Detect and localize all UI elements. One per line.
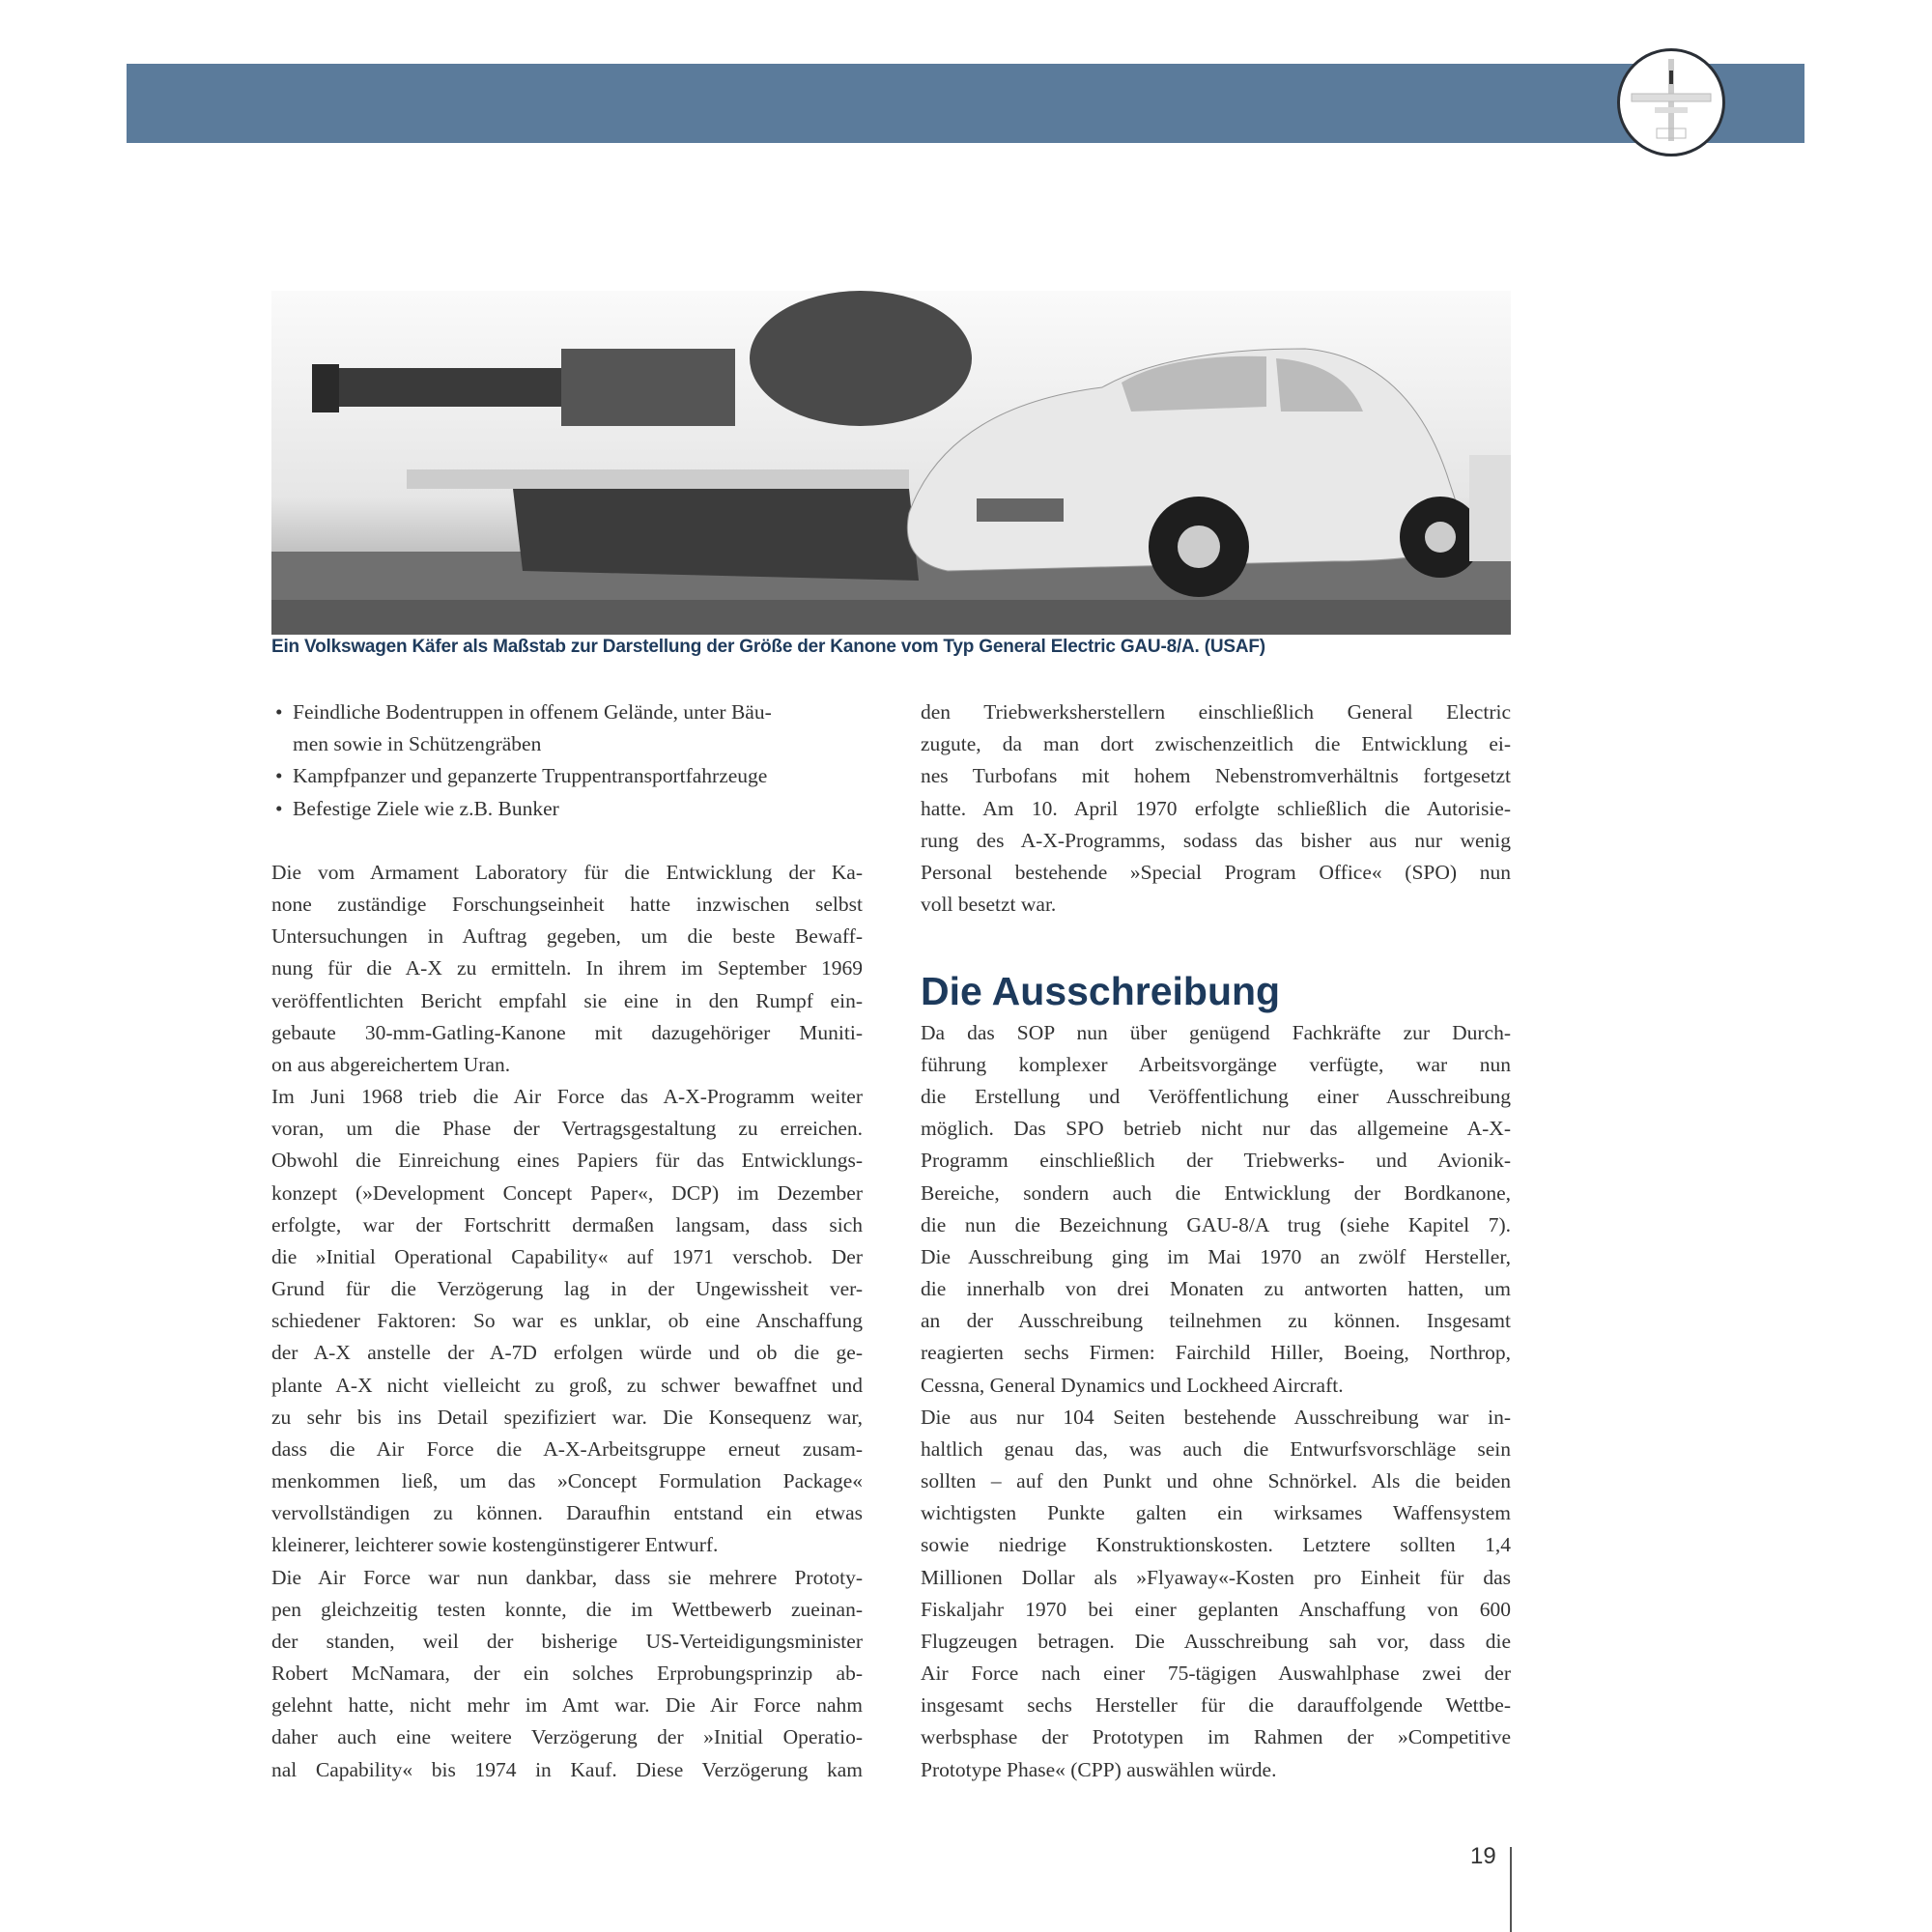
body-text-line: Die vom Armament Laboratory für die Entwicklung der Ka- (271, 860, 863, 884)
body-text-line: Untersuchungen in Auftrag gegeben, um die beste Bewaff- (271, 924, 863, 949)
body-text-line: zugute, da man dort zwischenzeitlich die Entwicklung ei- (921, 732, 1511, 756)
body-text-line: Die Ausschreibung ging im Mai 1970 an zwölf Hersteller, (921, 1244, 1511, 1268)
body-text-line: sollten – auf den Punkt und ohne Schnörkel. Als die beiden (921, 1469, 1511, 1493)
aircraft-emblem-icon (1617, 48, 1725, 156)
body-text-line: Robert McNamara, der ein solches Erprobungsprinzip ab- (271, 1662, 863, 1686)
body-text-line: Air Force nach einer 75-tägigen Auswahlphase zwei der (921, 1662, 1511, 1686)
body-text-line: schiedener Faktoren: So war es unklar, ob eine Anschaffung (271, 1309, 863, 1333)
body-text-line: daher auch eine weitere Verzögerung der »Initial Operatio- (271, 1725, 863, 1749)
body-text-line: reagierten sechs Firmen: Fairchild Hiller, Boeing, Northrop, (921, 1341, 1511, 1365)
bullet-item-line: men sowie in Schützengräben (293, 732, 542, 756)
body-text-line: nung für die A-X zu ermitteln. In ihrem im September 1969 (271, 956, 863, 980)
body-text-line: insgesamt sechs Hersteller für die darauffolgende Wettbe- (921, 1693, 1511, 1718)
body-text-line: Millionen Dollar als »Flyaway«-Kosten pro Einheit für das (921, 1565, 1511, 1589)
figure-photo-gau8-vw-beetle (271, 291, 1511, 635)
body-text-line: veröffentlichten Bericht empfahl sie eine in den Rumpf ein- (271, 988, 863, 1012)
body-text-line: kleinerer, leichterer sowie kostengünstigerer Entwurf. (271, 1533, 719, 1557)
page-number-rule (1510, 1847, 1512, 1932)
body-text-line: Programm einschließlich der Triebwerks- und Avionik- (921, 1149, 1511, 1173)
body-text-line: Prototype Phase« (CPP) auswählen würde. (921, 1757, 1277, 1781)
bullet-item-line: Feindliche Bodentruppen in offenem Gelände, unter Bäu- (293, 700, 772, 724)
body-text-line: voll besetzt war. (921, 893, 1057, 917)
body-text-line: die nun die Bezeichnung GAU-8/A trug (siehe Kapitel 7). (921, 1212, 1511, 1236)
body-text-line: Im Juni 1968 trieb die Air Force das A-X-Programm weiter (271, 1085, 863, 1109)
body-text-line: none zuständige Forschungseinheit hatte inzwischen selbst (271, 893, 863, 917)
body-text-line: nal Capability« bis 1974 in Kauf. Diese Verzögerung kam (271, 1757, 863, 1781)
body-text-line: die Erstellung und Veröffentlichung einer Ausschreibung (921, 1085, 1511, 1109)
body-text-line: Personal bestehende »Special Program Office« (SPO) nun (921, 860, 1511, 884)
body-text-line: menkommen ließ, um das »Concept Formulation Package« (271, 1469, 863, 1493)
body-text-line: konzept (»Development Concept Paper«, DCP) im Dezember (271, 1180, 863, 1205)
body-text-line: erfolgte, war der Fortschritt dermaßen langsam, dass sich (271, 1212, 863, 1236)
body-text-line: dass die Air Force die A-X-Arbeitsgruppe erneut zusam- (271, 1436, 863, 1461)
body-text-line: der standen, weil der bisherige US-Verteidigungsminister (271, 1629, 863, 1653)
body-text-line: sowie niedrige Konstruktionskosten. Letztere sollten 1,4 (921, 1533, 1511, 1557)
body-text-line: den Triebwerksherstellern einschließlich General Electric (921, 700, 1511, 724)
bullet-icon: • (275, 700, 283, 724)
body-text-line: voran, um die Phase der Vertragsgestaltung zu erreichen. (271, 1117, 863, 1141)
body-text-line: Fiskaljahr 1970 bei einer geplanten Anschaffung von 600 (921, 1597, 1511, 1621)
body-text-line: die »Initial Operational Capability« auf 1971 verschob. Der (271, 1244, 863, 1268)
body-text-line: pen gleichzeitig testen konnte, die im Wettbewerb zueinan- (271, 1597, 863, 1621)
body-text-line: Da das SOP nun über genügend Fachkräfte zur Durch- (921, 1020, 1511, 1044)
body-text-line: Die aus nur 104 Seiten bestehende Ausschreibung war in- (921, 1405, 1511, 1429)
body-text-line: haltlich genau das, was auch die Entwurfsvorschläge sein (921, 1436, 1511, 1461)
body-text-line: nes Turbofans mit hohem Nebenstromverhältnis fortgesetzt (921, 764, 1511, 788)
body-text-line: werbsphase der Prototypen im Rahmen der »Competitive (921, 1725, 1511, 1749)
body-text-line: möglich. Das SPO betrieb nicht nur das allgemeine A-X- (921, 1117, 1511, 1141)
bullet-item-line: Befestige Ziele wie z.B. Bunker (293, 796, 559, 820)
header-bar (127, 64, 1804, 143)
bullet-icon: • (275, 764, 283, 788)
body-text-line: führung komplexer Arbeitsvorgänge verfügte, war nun (921, 1052, 1511, 1076)
body-text-line: gelehnt hatte, nicht mehr im Amt war. Die Air Force nahm (271, 1693, 863, 1718)
bullet-item-line: Kampfpanzer und gepanzerte Truppentransportfahrzeuge (293, 764, 768, 788)
body-text-line: Flugzeugen betragen. Die Ausschreibung sah vor, dass die (921, 1629, 1511, 1653)
body-text-line: gebaute 30-mm-Gatling-Kanone mit dazugehöriger Muniti- (271, 1020, 863, 1044)
body-text-line: Bereiche, sondern auch die Entwicklung der Bordkanone, (921, 1180, 1511, 1205)
body-text-line: plante A-X nicht vielleicht zu groß, zu schwer bewaffnet und (271, 1373, 863, 1397)
body-text-line: der A-X anstelle der A-7D erfolgen würde und ob die ge- (271, 1341, 863, 1365)
body-text-line: vervollständigen zu können. Daraufhin entstand ein etwas (271, 1501, 863, 1525)
body-text-line: Obwohl die Einreichung eines Papiers für das Entwicklungs- (271, 1149, 863, 1173)
body-text-line: Die Air Force war nun dankbar, dass sie mehrere Prototy- (271, 1565, 863, 1589)
body-text-line: on aus abgereichertem Uran. (271, 1052, 511, 1076)
page-number: 19 (1470, 1843, 1496, 1869)
body-text-line: an der Ausschreibung teilnehmen zu können. Insgesamt (921, 1309, 1511, 1333)
bullet-icon: • (275, 796, 283, 820)
figure-caption: Ein Volkswagen Käfer als Maßstab zur Darstellung der Größe der Kanone vom Typ General Electric GAU-8/A. (USAF) (271, 637, 1265, 657)
body-text-line: zu sehr bis ins Detail spezifiziert war. Die Konsequenz war, (271, 1405, 863, 1429)
body-text-line: Cessna, General Dynamics und Lockheed Aircraft. (921, 1373, 1344, 1397)
body-text-line: hatte. Am 10. April 1970 erfolgte schließlich die Autorisie- (921, 796, 1511, 820)
body-text-line: die innerhalb von drei Monaten zu antworten hatten, um (921, 1277, 1511, 1301)
body-text-line: rung des A-X-Programms, sodass das bisher aus nur wenig (921, 828, 1511, 852)
section-heading: Die Ausschreibung (921, 969, 1281, 1013)
body-text-line: Grund für die Verzögerung lag in der Ungewissheit ver- (271, 1277, 863, 1301)
body-text-line: wichtigsten Punkte galten ein wirksames Waffensystem (921, 1501, 1511, 1525)
